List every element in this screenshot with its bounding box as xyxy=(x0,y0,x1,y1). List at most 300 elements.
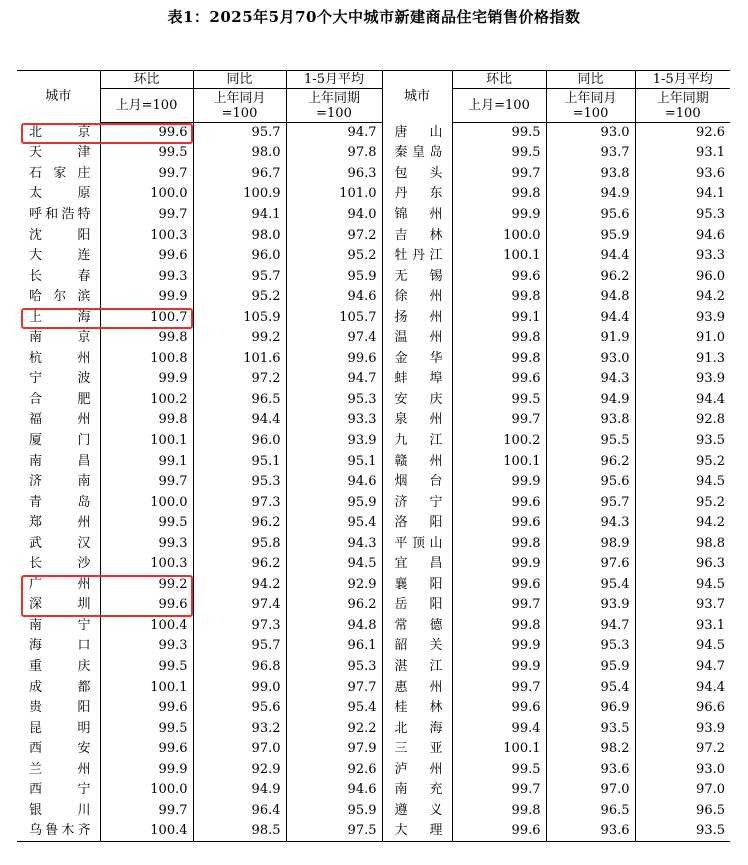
table-row xyxy=(17,369,730,390)
header-avg-base-right: 上年同期 =100 xyxy=(635,89,730,123)
table-row xyxy=(17,801,730,822)
left-avg-index-cell: 97.9 xyxy=(286,739,382,760)
right-yoy-index-cell: 93.0 xyxy=(546,123,635,144)
right-yoy-index-cell: 96.2 xyxy=(546,451,635,472)
right-city-cell: 唐山 xyxy=(382,123,452,144)
right-yoy-index-cell: 93.7 xyxy=(546,143,635,164)
right-city-cell: 桂林 xyxy=(382,698,452,719)
table-row xyxy=(17,246,730,267)
table-row xyxy=(17,472,730,493)
left-avg-index-cell: 95.3 xyxy=(286,657,382,678)
header-mom-base-left: 上月=100 xyxy=(100,89,193,123)
left-city-cell: 上海 xyxy=(29,309,91,325)
table-row xyxy=(17,677,730,698)
left-avg-index-cell: 94.0 xyxy=(286,205,382,226)
right-city-cell: 南充 xyxy=(382,780,452,801)
left-avg-index-cell: 94.5 xyxy=(286,554,382,575)
right-yoy-index-cell: 97.0 xyxy=(546,780,635,801)
left-avg-index-cell: 92.6 xyxy=(286,759,382,780)
header-mom-base-right: 上月=100 xyxy=(452,89,546,123)
header-avg-left: 1-5月平均 xyxy=(286,71,382,89)
left-yoy-index-cell: 97.3 xyxy=(193,616,286,637)
right-avg-index-cell: 95.2 xyxy=(635,492,730,513)
left-avg-index-cell: 95.9 xyxy=(286,266,382,287)
right-city-cell: 襄阳 xyxy=(382,575,452,596)
right-city-cell: 牡丹江 xyxy=(382,246,452,267)
left-mom-index-cell: 100.3 xyxy=(100,225,193,246)
table-row xyxy=(17,554,730,575)
left-yoy-index-cell: 95.3 xyxy=(193,472,286,493)
table-row xyxy=(17,759,730,780)
left-city-cell: 厦门 xyxy=(29,432,91,448)
right-yoy-index-cell: 91.9 xyxy=(546,328,635,349)
table-row xyxy=(17,780,730,801)
left-city-cell: 合肥 xyxy=(29,391,91,407)
right-mom-index-cell: 99.9 xyxy=(452,205,546,226)
table-row xyxy=(17,513,730,534)
left-mom-index-cell: 99.3 xyxy=(100,266,193,287)
left-mom-index-cell: 99.7 xyxy=(100,801,193,822)
left-yoy-index-cell: 95.2 xyxy=(193,287,286,308)
right-avg-index-cell: 96.5 xyxy=(635,801,730,822)
right-mom-index-cell: 99.9 xyxy=(452,657,546,678)
left-yoy-index-cell: 94.2 xyxy=(193,575,286,596)
table-row xyxy=(17,718,730,739)
header-avg-right: 1-5月平均 xyxy=(635,71,730,89)
right-mom-index-cell: 100.2 xyxy=(452,431,546,452)
left-mom-index-cell: 99.8 xyxy=(100,328,193,349)
left-avg-index-cell: 92.9 xyxy=(286,575,382,596)
table-row xyxy=(17,595,730,616)
table-row xyxy=(17,533,730,554)
left-yoy-index-cell: 94.9 xyxy=(193,780,286,801)
right-avg-index-cell: 94.2 xyxy=(635,287,730,308)
left-mom-index-cell: 99.7 xyxy=(100,205,193,226)
left-city-cell: 海口 xyxy=(29,638,91,654)
left-yoy-index-cell: 105.9 xyxy=(193,307,286,328)
right-mom-index-cell: 99.6 xyxy=(452,492,546,513)
right-mom-index-cell: 99.8 xyxy=(452,616,546,637)
right-city-cell: 泉州 xyxy=(382,410,452,431)
right-yoy-index-cell: 98.9 xyxy=(546,533,635,554)
header-mom-right: 环比 xyxy=(452,71,546,89)
table-row xyxy=(17,266,730,287)
left-city-cell: 青岛 xyxy=(29,494,91,510)
right-city-cell: 遵义 xyxy=(382,801,452,822)
right-city-cell: 吉林 xyxy=(382,225,452,246)
left-city-cell: 昆明 xyxy=(29,720,91,736)
right-city-cell: 秦皇岛 xyxy=(382,143,452,164)
right-city-cell: 大理 xyxy=(382,821,452,842)
table-row xyxy=(17,390,730,411)
left-mom-index-cell: 99.7 xyxy=(100,164,193,185)
right-mom-index-cell: 99.1 xyxy=(452,307,546,328)
left-avg-index-cell: 96.1 xyxy=(286,636,382,657)
table-row xyxy=(17,123,730,144)
right-avg-index-cell: 93.1 xyxy=(635,143,730,164)
left-city-cell: 福州 xyxy=(29,412,91,428)
left-yoy-index-cell: 98.0 xyxy=(193,225,286,246)
left-city-cell: 天津 xyxy=(29,145,91,161)
right-city-cell: 徐州 xyxy=(382,287,452,308)
left-avg-index-cell: 94.8 xyxy=(286,616,382,637)
table-row xyxy=(17,349,730,370)
right-city-cell: 洛阳 xyxy=(382,513,452,534)
right-avg-index-cell: 96.3 xyxy=(635,554,730,575)
right-mom-index-cell: 99.9 xyxy=(452,472,546,493)
table-row xyxy=(17,164,730,185)
right-yoy-index-cell: 94.4 xyxy=(546,307,635,328)
left-city-cell: 广州 xyxy=(29,576,91,592)
table-row xyxy=(17,636,730,657)
left-yoy-index-cell: 97.4 xyxy=(193,595,286,616)
left-yoy-index-cell: 94.1 xyxy=(193,205,286,226)
left-avg-index-cell: 92.2 xyxy=(286,718,382,739)
right-mom-index-cell: 99.6 xyxy=(452,266,546,287)
right-yoy-index-cell: 95.7 xyxy=(546,492,635,513)
right-avg-index-cell: 93.7 xyxy=(635,595,730,616)
left-city-cell: 哈尔滨 xyxy=(29,289,91,305)
left-mom-index-cell: 100.1 xyxy=(100,431,193,452)
right-yoy-index-cell: 94.4 xyxy=(546,246,635,267)
left-mom-index-cell: 100.0 xyxy=(100,492,193,513)
left-yoy-index-cell: 98.0 xyxy=(193,143,286,164)
right-city-cell: 赣州 xyxy=(382,451,452,472)
table-row xyxy=(17,410,730,431)
left-avg-index-cell: 94.6 xyxy=(286,780,382,801)
right-mom-index-cell: 99.6 xyxy=(452,821,546,842)
right-yoy-index-cell: 94.9 xyxy=(546,390,635,411)
left-yoy-index-cell: 100.9 xyxy=(193,184,286,205)
left-mom-index-cell: 100.8 xyxy=(100,349,193,370)
left-avg-index-cell: 93.3 xyxy=(286,410,382,431)
left-yoy-index-cell: 95.6 xyxy=(193,698,286,719)
header-yoy-left: 同比 xyxy=(193,71,286,89)
right-avg-index-cell: 94.1 xyxy=(635,184,730,205)
right-yoy-index-cell: 98.2 xyxy=(546,739,635,760)
left-yoy-index-cell: 95.8 xyxy=(193,533,286,554)
right-mom-index-cell: 99.9 xyxy=(452,636,546,657)
left-avg-index-cell: 97.2 xyxy=(286,225,382,246)
left-mom-index-cell: 100.2 xyxy=(100,390,193,411)
right-mom-index-cell: 99.5 xyxy=(452,123,546,144)
right-city-cell: 济宁 xyxy=(382,492,452,513)
right-city-cell: 岳阳 xyxy=(382,595,452,616)
right-city-cell: 无锡 xyxy=(382,266,452,287)
right-yoy-index-cell: 94.7 xyxy=(546,616,635,637)
right-mom-index-cell: 99.6 xyxy=(452,575,546,596)
right-yoy-index-cell: 93.6 xyxy=(546,759,635,780)
right-avg-index-cell: 98.8 xyxy=(635,533,730,554)
left-avg-index-cell: 94.6 xyxy=(286,287,382,308)
left-avg-index-cell: 94.3 xyxy=(286,533,382,554)
left-city-cell: 武汉 xyxy=(29,535,91,551)
right-city-cell: 北海 xyxy=(382,718,452,739)
right-yoy-index-cell: 95.6 xyxy=(546,205,635,226)
right-mom-index-cell: 99.8 xyxy=(452,533,546,554)
right-mom-index-cell: 99.6 xyxy=(452,698,546,719)
header-city-right: 城市 xyxy=(382,71,452,123)
left-city-cell: 郑州 xyxy=(29,515,91,531)
right-yoy-index-cell: 95.3 xyxy=(546,636,635,657)
left-yoy-index-cell: 93.2 xyxy=(193,718,286,739)
right-city-cell: 九江 xyxy=(382,431,452,452)
left-mom-index-cell: 99.9 xyxy=(100,369,193,390)
right-avg-index-cell: 96.0 xyxy=(635,266,730,287)
right-city-cell: 安庆 xyxy=(382,390,452,411)
right-city-cell: 平顶山 xyxy=(382,533,452,554)
right-mom-index-cell: 99.6 xyxy=(452,369,546,390)
right-avg-index-cell: 93.9 xyxy=(635,718,730,739)
right-avg-index-cell: 93.9 xyxy=(635,369,730,390)
right-avg-index-cell: 93.1 xyxy=(635,616,730,637)
left-yoy-index-cell: 96.2 xyxy=(193,513,286,534)
right-mom-index-cell: 99.8 xyxy=(452,328,546,349)
table-row xyxy=(17,287,730,308)
left-avg-index-cell: 96.2 xyxy=(286,595,382,616)
right-avg-index-cell: 94.6 xyxy=(635,225,730,246)
right-avg-index-cell: 95.3 xyxy=(635,205,730,226)
left-yoy-index-cell: 95.7 xyxy=(193,636,286,657)
table-row xyxy=(17,451,730,472)
right-city-cell: 韶关 xyxy=(382,636,452,657)
left-city-cell: 兰州 xyxy=(29,761,91,777)
right-avg-index-cell: 93.0 xyxy=(635,759,730,780)
right-yoy-index-cell: 96.9 xyxy=(546,698,635,719)
right-mom-index-cell: 99.7 xyxy=(452,164,546,185)
left-avg-index-cell: 97.5 xyxy=(286,821,382,842)
right-city-cell: 包头 xyxy=(382,164,452,185)
left-yoy-index-cell: 98.5 xyxy=(193,821,286,842)
right-city-cell: 丹东 xyxy=(382,184,452,205)
left-yoy-index-cell: 96.0 xyxy=(193,246,286,267)
left-city-cell: 宁波 xyxy=(29,371,91,387)
left-avg-index-cell: 101.0 xyxy=(286,184,382,205)
right-city-cell: 蚌埠 xyxy=(382,369,452,390)
left-mom-index-cell: 99.6 xyxy=(100,739,193,760)
left-mom-index-cell: 100.1 xyxy=(100,677,193,698)
left-avg-index-cell: 95.1 xyxy=(286,451,382,472)
left-avg-index-cell: 93.9 xyxy=(286,431,382,452)
left-avg-index-cell: 96.3 xyxy=(286,164,382,185)
right-avg-index-cell: 91.0 xyxy=(635,328,730,349)
header-yoy-right: 同比 xyxy=(546,71,635,89)
right-yoy-index-cell: 95.6 xyxy=(546,472,635,493)
right-mom-index-cell: 99.8 xyxy=(452,801,546,822)
left-city-cell: 济南 xyxy=(29,474,91,490)
left-avg-index-cell: 95.4 xyxy=(286,513,382,534)
right-mom-index-cell: 99.7 xyxy=(452,677,546,698)
left-mom-index-cell: 99.5 xyxy=(100,657,193,678)
right-yoy-index-cell: 95.4 xyxy=(546,575,635,596)
right-city-cell: 温州 xyxy=(382,328,452,349)
left-avg-index-cell: 94.7 xyxy=(286,123,382,144)
right-mom-index-cell: 99.7 xyxy=(452,595,546,616)
right-city-cell: 烟台 xyxy=(382,472,452,493)
left-avg-index-cell: 99.6 xyxy=(286,349,382,370)
left-mom-index-cell: 100.0 xyxy=(100,184,193,205)
right-avg-index-cell: 97.2 xyxy=(635,739,730,760)
right-mom-index-cell: 99.7 xyxy=(452,780,546,801)
left-yoy-index-cell: 94.4 xyxy=(193,410,286,431)
left-city-cell: 南京 xyxy=(29,330,91,346)
left-mom-index-cell: 99.8 xyxy=(100,410,193,431)
right-avg-index-cell: 96.6 xyxy=(635,698,730,719)
left-yoy-index-cell: 96.8 xyxy=(193,657,286,678)
left-mom-index-cell: 99.1 xyxy=(100,451,193,472)
right-yoy-index-cell: 95.5 xyxy=(546,431,635,452)
left-avg-index-cell: 95.9 xyxy=(286,801,382,822)
right-mom-index-cell: 99.6 xyxy=(452,513,546,534)
left-yoy-index-cell: 97.3 xyxy=(193,492,286,513)
right-mom-index-cell: 99.4 xyxy=(452,718,546,739)
left-mom-index-cell: 99.6 xyxy=(100,595,193,616)
left-city-cell: 大连 xyxy=(29,248,91,264)
left-yoy-index-cell: 92.9 xyxy=(193,759,286,780)
right-mom-index-cell: 100.1 xyxy=(452,451,546,472)
table-row xyxy=(17,328,730,349)
right-yoy-index-cell: 95.4 xyxy=(546,677,635,698)
right-yoy-index-cell: 93.8 xyxy=(546,410,635,431)
left-city-cell: 呼和浩特 xyxy=(29,206,91,222)
left-yoy-index-cell: 95.7 xyxy=(193,123,286,144)
left-yoy-index-cell: 96.7 xyxy=(193,164,286,185)
right-yoy-index-cell: 93.5 xyxy=(546,718,635,739)
right-avg-index-cell: 93.6 xyxy=(635,164,730,185)
right-yoy-index-cell: 96.2 xyxy=(546,266,635,287)
left-mom-index-cell: 100.7 xyxy=(100,307,193,328)
right-city-cell: 金华 xyxy=(382,349,452,370)
right-avg-index-cell: 93.3 xyxy=(635,246,730,267)
right-avg-index-cell: 91.3 xyxy=(635,349,730,370)
left-avg-index-cell: 95.2 xyxy=(286,246,382,267)
right-yoy-index-cell: 93.0 xyxy=(546,349,635,370)
left-yoy-index-cell: 99.0 xyxy=(193,677,286,698)
table-row xyxy=(17,431,730,452)
left-avg-index-cell: 95.4 xyxy=(286,698,382,719)
left-yoy-index-cell: 97.0 xyxy=(193,739,286,760)
left-yoy-index-cell: 101.6 xyxy=(193,349,286,370)
right-avg-index-cell: 94.5 xyxy=(635,575,730,596)
left-mom-index-cell: 99.5 xyxy=(100,143,193,164)
left-yoy-index-cell: 96.0 xyxy=(193,431,286,452)
left-mom-index-cell: 100.0 xyxy=(100,780,193,801)
right-yoy-index-cell: 96.5 xyxy=(546,801,635,822)
left-yoy-index-cell: 95.1 xyxy=(193,451,286,472)
left-avg-index-cell: 105.7 xyxy=(286,307,382,328)
table-row xyxy=(17,698,730,719)
right-avg-index-cell: 92.8 xyxy=(635,410,730,431)
right-avg-index-cell: 94.5 xyxy=(635,636,730,657)
left-city-cell: 长春 xyxy=(29,268,91,284)
left-city-cell: 长沙 xyxy=(29,556,91,572)
left-mom-index-cell: 99.2 xyxy=(100,575,193,596)
right-yoy-index-cell: 94.3 xyxy=(546,513,635,534)
right-avg-index-cell: 93.9 xyxy=(635,307,730,328)
left-city-cell: 乌鲁木齐 xyxy=(17,821,100,842)
right-mom-index-cell: 100.0 xyxy=(452,225,546,246)
left-avg-index-cell: 95.3 xyxy=(286,390,382,411)
left-city-cell: 西安 xyxy=(29,741,91,757)
right-city-cell: 泸州 xyxy=(382,759,452,780)
left-city-cell: 南宁 xyxy=(29,617,91,633)
left-mom-index-cell: 99.5 xyxy=(100,718,193,739)
left-city-cell: 成都 xyxy=(29,679,91,695)
left-yoy-index-cell: 96.2 xyxy=(193,554,286,575)
left-mom-index-cell: 99.9 xyxy=(100,759,193,780)
right-city-cell: 惠州 xyxy=(382,677,452,698)
left-avg-index-cell: 95.9 xyxy=(286,492,382,513)
header-yoy-base-right: 上年同月 =100 xyxy=(546,89,635,123)
left-city-cell: 杭州 xyxy=(29,350,91,366)
table-row xyxy=(17,616,730,637)
right-mom-index-cell: 99.8 xyxy=(452,349,546,370)
table-row xyxy=(17,307,730,328)
left-mom-index-cell: 100.4 xyxy=(100,821,193,842)
left-avg-index-cell: 94.7 xyxy=(286,369,382,390)
left-city-cell: 石家庄 xyxy=(29,165,91,181)
table-row xyxy=(17,657,730,678)
right-yoy-index-cell: 94.9 xyxy=(546,184,635,205)
left-mom-index-cell: 100.3 xyxy=(100,554,193,575)
left-city-cell: 深圳 xyxy=(29,597,91,613)
right-city-cell: 锦州 xyxy=(382,205,452,226)
left-city-cell: 贵阳 xyxy=(29,700,91,716)
right-yoy-index-cell: 94.8 xyxy=(546,287,635,308)
header-mom-left: 环比 xyxy=(100,71,193,89)
price-index-table xyxy=(17,70,730,842)
right-yoy-index-cell: 95.9 xyxy=(546,657,635,678)
right-mom-index-cell: 99.5 xyxy=(452,390,546,411)
left-yoy-index-cell: 96.5 xyxy=(193,390,286,411)
left-city-cell: 银川 xyxy=(29,802,91,818)
right-avg-index-cell: 95.2 xyxy=(635,451,730,472)
right-mom-index-cell: 99.8 xyxy=(452,287,546,308)
right-avg-index-cell: 97.0 xyxy=(635,780,730,801)
right-mom-index-cell: 99.9 xyxy=(452,554,546,575)
left-city-cell: 北京 xyxy=(29,124,91,140)
left-mom-index-cell: 99.3 xyxy=(100,533,193,554)
left-mom-index-cell: 99.6 xyxy=(100,246,193,267)
left-mom-index-cell: 100.4 xyxy=(100,616,193,637)
right-city-cell: 三亚 xyxy=(382,739,452,760)
left-yoy-index-cell: 95.7 xyxy=(193,266,286,287)
right-mom-index-cell: 99.8 xyxy=(452,184,546,205)
header-city-left: 城市 xyxy=(17,71,100,123)
table-title: 表1：2025年5月70个大中城市新建商品住宅销售价格指数 xyxy=(167,8,581,26)
right-yoy-index-cell: 93.6 xyxy=(546,821,635,842)
table-row xyxy=(17,492,730,513)
table-row xyxy=(17,143,730,164)
right-yoy-index-cell: 95.9 xyxy=(546,225,635,246)
right-avg-index-cell: 93.5 xyxy=(635,431,730,452)
left-city-cell: 沈阳 xyxy=(29,227,91,243)
header-avg-base-left: 上年同期 =100 xyxy=(286,89,382,123)
right-mom-index-cell: 99.5 xyxy=(452,759,546,780)
right-city-cell: 宜昌 xyxy=(382,554,452,575)
right-city-cell: 扬州 xyxy=(382,307,452,328)
right-yoy-index-cell: 93.8 xyxy=(546,164,635,185)
left-mom-index-cell: 99.6 xyxy=(100,698,193,719)
left-city-cell: 重庆 xyxy=(29,658,91,674)
left-city-cell: 西宁 xyxy=(29,782,91,798)
left-avg-index-cell: 97.7 xyxy=(286,677,382,698)
right-avg-index-cell: 93.5 xyxy=(635,821,730,842)
left-avg-index-cell: 97.4 xyxy=(286,328,382,349)
right-mom-index-cell: 100.1 xyxy=(452,739,546,760)
table-row xyxy=(17,575,730,596)
right-avg-index-cell: 94.2 xyxy=(635,513,730,534)
